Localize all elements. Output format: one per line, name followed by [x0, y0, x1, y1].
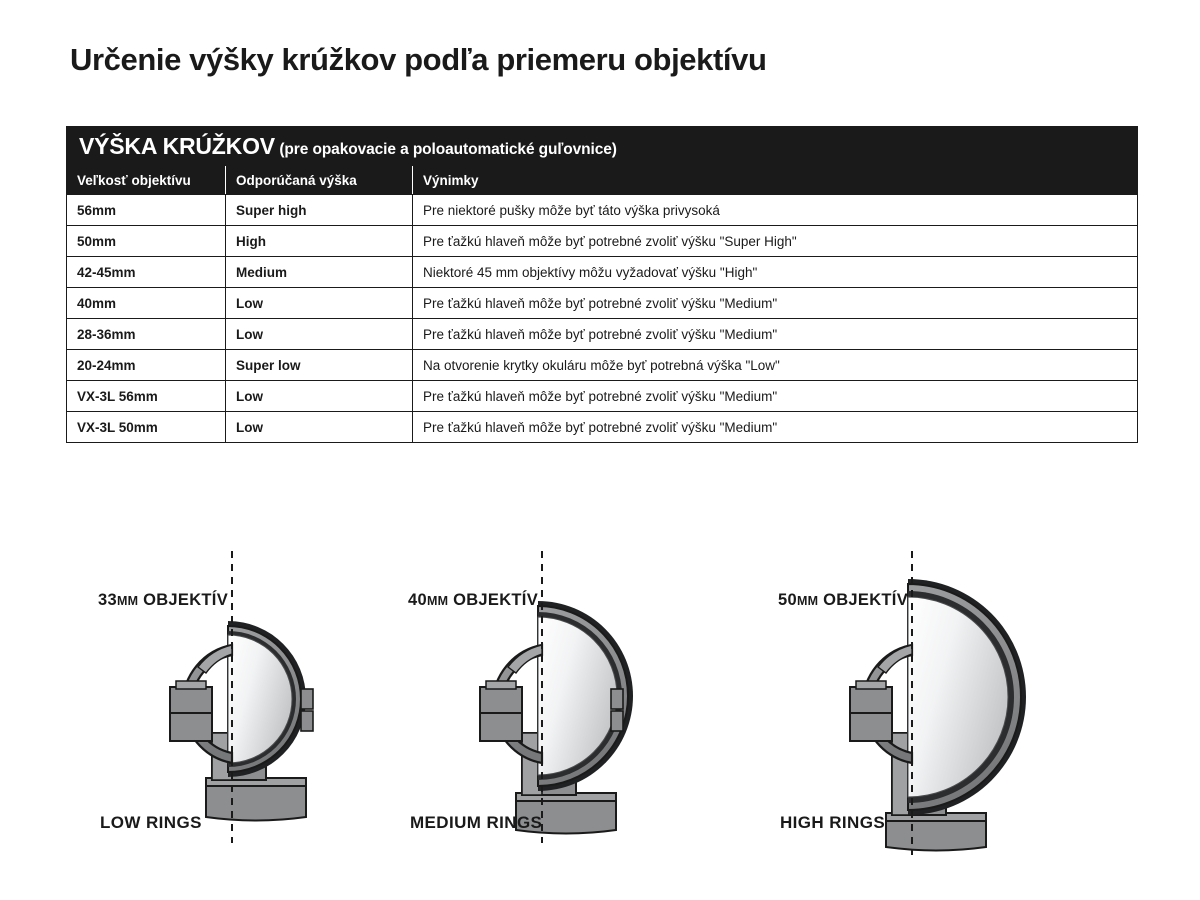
cell-height: High [226, 226, 413, 257]
cell-size: 42-45mm [67, 257, 226, 288]
table-row [67, 288, 1138, 319]
table-banner-main: VÝŠKA KRÚŽKOV [79, 132, 275, 159]
mount-base-high [886, 813, 986, 851]
figure-high-rings [740, 525, 1120, 885]
objective-lens-low [228, 621, 306, 777]
cell-size: 28-36mm [67, 319, 226, 350]
cell-height: Medium [226, 257, 413, 288]
cell-height: Super low [226, 350, 413, 381]
table-banner-row [67, 127, 1138, 166]
rings-label-low: LOW RINGS [100, 813, 202, 832]
cell-height: Low [226, 412, 413, 443]
cell-note: Niektoré 45 mm objektívy môžu vyžadovať výšku "High" [413, 257, 1138, 288]
cell-size: VX-3L 56mm [67, 381, 226, 412]
cell-note: Pre ťažkú hlaveň môže byť potrebné zvoliť výšku "Medium" [413, 412, 1138, 443]
table-row [67, 257, 1138, 288]
objective-label-3 [778, 591, 908, 610]
objective-unit-3: MM [796, 594, 819, 608]
column-header-size: Veľkosť objektívu [67, 166, 226, 195]
clamp-block-low [170, 681, 212, 741]
cell-height: Low [226, 288, 413, 319]
objective-number-3: 50 [778, 591, 797, 609]
objective-lens-high [908, 579, 1026, 815]
scope-ring-diagrams [0, 525, 1200, 885]
cell-note: Pre ťažkú hlaveň môže byť potrebné zvoliť výšku "Medium" [413, 288, 1138, 319]
table-row [67, 412, 1138, 443]
cell-note: Pre ťažkú hlaveň môže byť potrebné zvoliť výšku "Medium" [413, 319, 1138, 350]
table-header-row [67, 166, 1138, 195]
cell-size: 20-24mm [67, 350, 226, 381]
cell-size: VX-3L 50mm [67, 412, 226, 443]
objective-unit-1: MM [116, 594, 139, 608]
objective-number-2: 40 [408, 591, 427, 609]
page-title: Určenie výšky krúžkov podľa priemeru objektívu [70, 42, 767, 77]
ring-height-table [66, 126, 1138, 443]
table-row [67, 226, 1138, 257]
cell-size: 56mm [67, 195, 226, 226]
table-banner-sub: (pre opakovacie a poloautomatické guľovnice) [279, 140, 617, 158]
cell-height: Low [226, 319, 413, 350]
cell-size: 50mm [67, 226, 226, 257]
cell-note: Pre ťažkú hlaveň môže byť potrebné zvoliť výšku "Medium" [413, 381, 1138, 412]
clamp-block-medium [480, 681, 522, 741]
column-header-exceptions: Výnimky [413, 166, 1138, 195]
cell-height: Super high [226, 195, 413, 226]
table-row [67, 381, 1138, 412]
objective-label-2 [408, 591, 538, 610]
table-banner [67, 127, 1138, 166]
objective-unit-2: MM [426, 594, 449, 608]
objective-label-1 [98, 591, 228, 610]
rings-label-high: HIGH RINGS [780, 813, 886, 832]
cell-height: Low [226, 381, 413, 412]
table-row [67, 319, 1138, 350]
cell-note: Na otvorenie krytky okuláru môže byť potrebná výška "Low" [413, 350, 1138, 381]
objective-word-3: OBJEKTÍV [823, 591, 908, 609]
objective-number-1: 33 [98, 591, 117, 609]
mount-base-low [206, 778, 306, 821]
cell-size: 40mm [67, 288, 226, 319]
objective-word-1: OBJEKTÍV [143, 591, 228, 609]
figure-medium-rings [370, 525, 750, 885]
objective-word-2: OBJEKTÍV [453, 591, 538, 609]
table-row [67, 350, 1138, 381]
rings-label-medium: MEDIUM RINGS [410, 813, 543, 832]
cell-note: Pre niektoré pušky môže byť táto výška privysoká [413, 195, 1138, 226]
cell-note: Pre ťažkú hlaveň môže byť potrebné zvoliť výšku "Super High" [413, 226, 1138, 257]
column-header-height: Odporúčaná výška [226, 166, 413, 195]
table-row [67, 195, 1138, 226]
clamp-block-high [850, 681, 892, 741]
